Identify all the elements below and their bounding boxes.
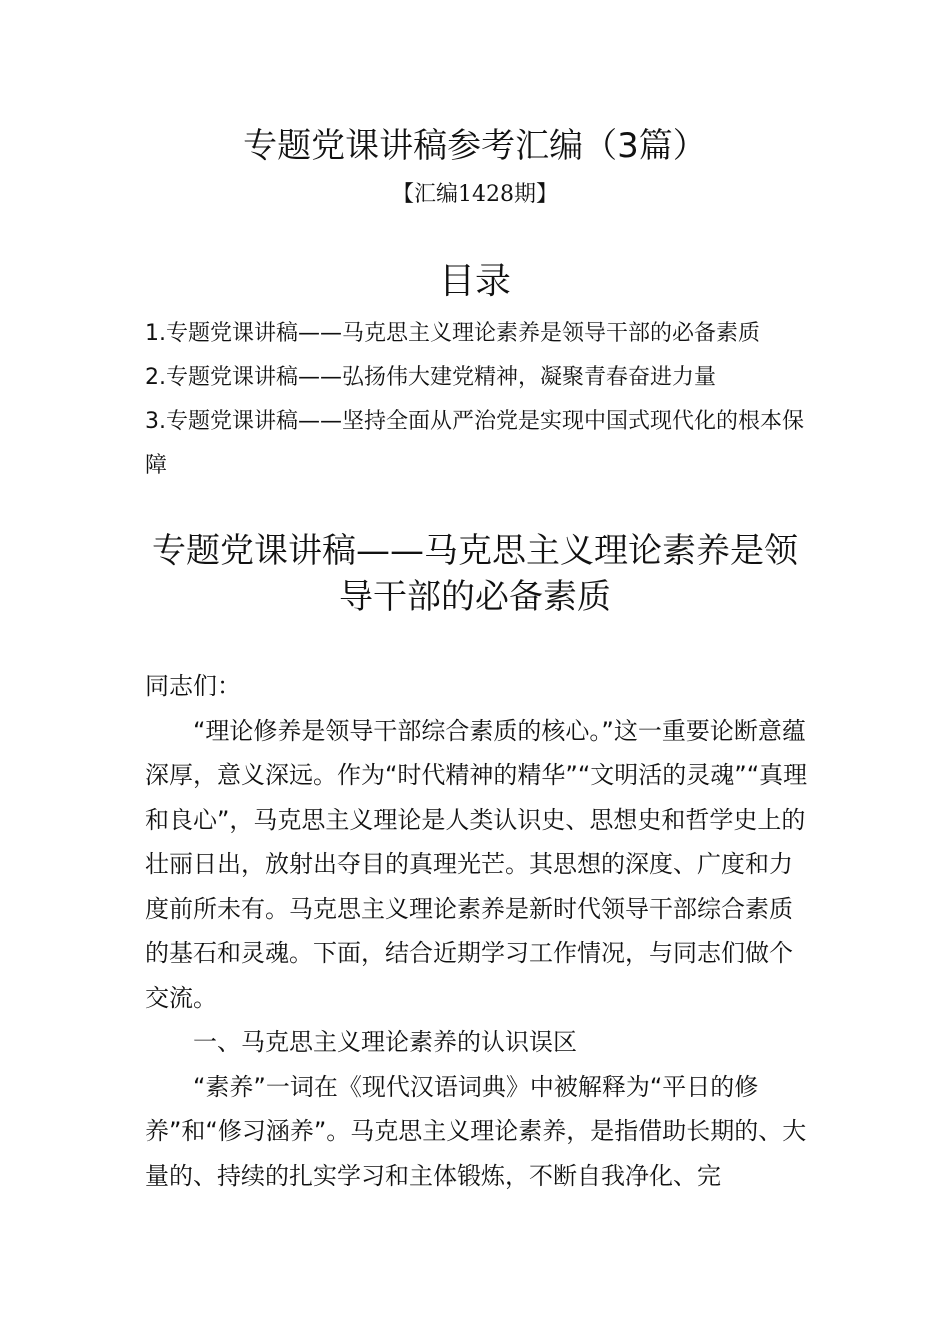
document-title: 专题党课讲稿参考汇编（3篇） — [243, 126, 707, 166]
section-heading-1: 一、马克思主义理论素养的认识误区 — [193, 1028, 577, 1056]
toc-heading: 目录 — [438, 261, 511, 302]
article-title: 专题党课讲稿——马克思主义理论素养是领导干部的必备素质 — [152, 531, 798, 617]
toc-item-1[interactable]: 1.专题党课讲稿——马克思主义理论素养是领导干部的必备素质 — [145, 321, 760, 346]
paragraph-intro: “理论修养是领导干部综合素质的核心。”这一重要论断意蕴深厚，意义深远。作为“时代精神的精华”“文明活的灵魂”“真理和良心”，马克思主义理论是人类认识史、思想史和哲学史上的壮丽日出，放射出夺目的真理光芒。其思想的深度、广度和力度前所未有。马克思主义理论素养是新时代领导干部综合素质的基石和灵魂。下面，结合近期学习工作情况，与同志们做个交流。 — [145, 716, 808, 1012]
salutation: 同志们： — [145, 672, 241, 700]
document-issue-label: 【汇编1428期】 — [392, 182, 558, 207]
toc-item-3[interactable]: 3.专题党课讲稿——坚持全面从严治党是实现中国式现代化的根本保障 — [145, 409, 804, 478]
table-of-contents — [145, 312, 810, 488]
toc-item-2[interactable]: 2.专题党课讲稿——弘扬伟大建党精神，凝聚青春奋进力量 — [145, 365, 716, 390]
paragraph-section-1: “素养”一词在《现代汉语词典》中被解释为“平日的修养”和“修习涵养”。马克思主义理论素养，是指借助长期的、大量的、持续的扎实学习和主体锻炼，不断自我净化、完 — [145, 1072, 807, 1190]
article-body — [145, 664, 810, 1198]
